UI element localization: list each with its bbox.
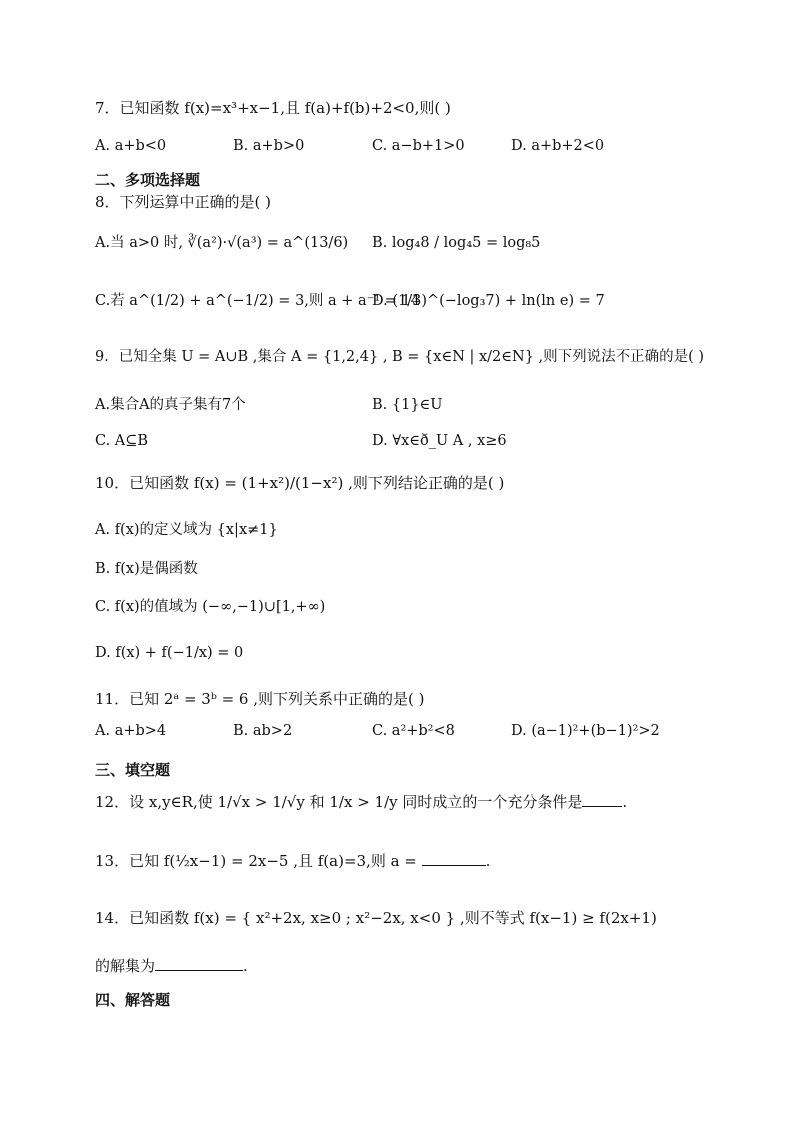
q11-option-c: C. a²+b²<8 (372, 723, 455, 739)
q8-option-a: A.当 a>0 时, ∛(a²)·√(a³) = a^(13/6) (95, 235, 349, 251)
q9-stem: 9．已知全集 U = A∪B ,集合 A = {1,2,4} , B = {x∈N | x/2∈N} ,则下列说法不正确的是( ) (95, 349, 705, 365)
q12-period: . (622, 793, 628, 811)
q9-option-c: C. A⊆B (95, 433, 149, 449)
q12-answer-blank[interactable] (582, 792, 622, 807)
section-multiple-choice-heading: 二、多项选择题 (95, 171, 201, 189)
q9-option-d: D. ∀x∈ð_U A , x≥6 (372, 433, 507, 449)
q7-option-c: C. a−b+1>0 (372, 138, 465, 154)
q14-continuation (95, 956, 248, 976)
q13-line (95, 851, 490, 871)
section-solutions-heading: 四、解答题 (95, 991, 171, 1009)
q7-option-a: A. a+b<0 (95, 138, 167, 154)
q11-option-b: B. ab>2 (233, 723, 293, 739)
q7-stem: 7．已知函数 f(x)=x³+x−1,且 f(a)+f(b)+2<0,则( ) (95, 99, 451, 117)
q13-answer-blank[interactable] (422, 851, 486, 866)
q10-stem: 10．已知函数 f(x) = (1+x²)/(1−x²) ,则下列结论正确的是( ) (95, 474, 505, 492)
q13-stem: 13．已知 f(½x−1) = 2x−5 ,且 f(a)=3,则 a = (95, 852, 417, 870)
q10-option-d: D. f(x) + f(−1/x) = 0 (95, 645, 244, 661)
q11-option-a: A. a+b>4 (95, 723, 167, 739)
section-fill-in-heading: 三、填空题 (95, 761, 171, 779)
q12-line (95, 792, 627, 812)
q9-option-a: A.集合A的真子集有7个 (95, 397, 246, 413)
q11-option-d: D. (a−1)²+(b−1)²>2 (511, 723, 660, 739)
q14-answer-blank[interactable] (155, 956, 243, 971)
q8-stem: 8．下列运算中正确的是( ) (95, 193, 272, 211)
q10-option-c: C. f(x)的值域为 (−∞,−1)∪[1,+∞) (95, 599, 326, 615)
q14-solution-set-label: 的解集为 (95, 957, 156, 975)
q13-period: . (485, 852, 491, 870)
q8-option-c: C.若 a^(1/2) + a^(−1/2) = 3,则 a + a⁻¹ = 14 (95, 293, 420, 309)
q14-stem: 14．已知函数 f(x) = { x²+2x, x≥0 ; x²−2x, x<0 } ,则不等式 f(x−1) ≥ f(2x+1) (95, 909, 657, 927)
q7-option-d: D. a+b+2<0 (511, 138, 605, 154)
q10-option-a: A. f(x)的定义域为 {x|x≠1} (95, 522, 278, 538)
q9-option-b: B. {1}∈U (372, 397, 443, 413)
q10-option-b: B. f(x)是偶函数 (95, 561, 198, 577)
q14-period: . (243, 957, 248, 975)
q7-option-b: B. a+b>0 (233, 138, 305, 154)
q11-stem: 11．已知 2ᵃ = 3ᵇ = 6 ,则下列关系中正确的是( ) (95, 690, 425, 708)
q8-option-b: B. log₄8 / log₄5 = log₈5 (372, 235, 541, 251)
q12-stem: 12．设 x,y∈R,使 1/√x > 1/√y 和 1/x > 1/y 同时成立的一个充分条件是 (95, 793, 583, 811)
q8-option-d: D. (1/3)^(−log₃7) + ln(ln e) = 7 (372, 293, 605, 309)
